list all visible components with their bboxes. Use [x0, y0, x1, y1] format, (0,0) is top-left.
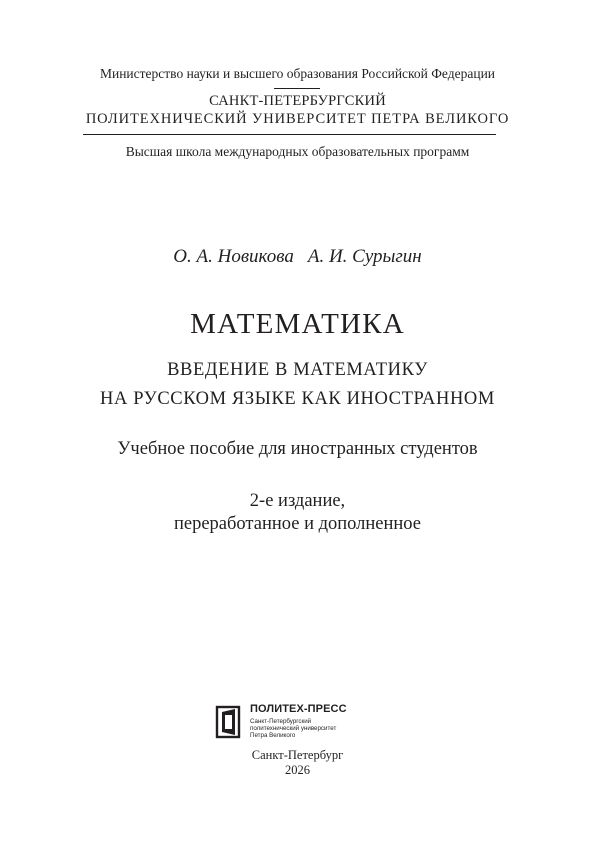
publisher-block: [215, 703, 385, 743]
short-divider: [274, 88, 320, 89]
publisher-line-1: Санкт-Петербургский: [250, 718, 312, 725]
subtitle-line-1: ВВЕДЕНИЕ В МАТЕМАТИКУ: [167, 360, 428, 380]
author-2: А. И. Сурыгин: [307, 246, 422, 267]
publisher-line-3: Петра Великого: [250, 732, 296, 739]
edition-line-2: переработанное и дополненное: [173, 514, 421, 534]
subtitle-line-2: НА РУССКОМ ЯЗЫКЕ КАК ИНОСТРАННОМ: [100, 389, 495, 409]
book-description: Учебное пособие для иностранных студентов: [117, 439, 478, 459]
authors: [0, 246, 595, 268]
book-frame-icon: [215, 705, 243, 739]
author-1: О. А. Новикова: [173, 246, 294, 267]
book-title: МАТЕМАТИКА: [190, 308, 405, 340]
publication-city: Санкт-Петербург: [251, 748, 344, 762]
ministry-line: Министерство науки и высшего образования Российской Федерации: [99, 66, 496, 81]
university-line-1: САНКТ-ПЕТЕРБУРГСКИЙ: [209, 93, 386, 109]
long-divider: [83, 134, 496, 135]
publisher-name: ПОЛИТЕХ-ПРЕСС: [250, 703, 347, 715]
university-line-2: ПОЛИТЕХНИЧЕСКИЙ УНИВЕРСИТЕТ ПЕТРА ВЕЛИКОГО: [85, 111, 510, 127]
publication-year: 2026: [285, 763, 310, 777]
publisher-line-2: политехнический университет: [250, 725, 337, 732]
school-line: Высшая школа международных образовательных программ: [125, 144, 470, 159]
edition-line-1: 2-е издание,: [249, 491, 346, 511]
